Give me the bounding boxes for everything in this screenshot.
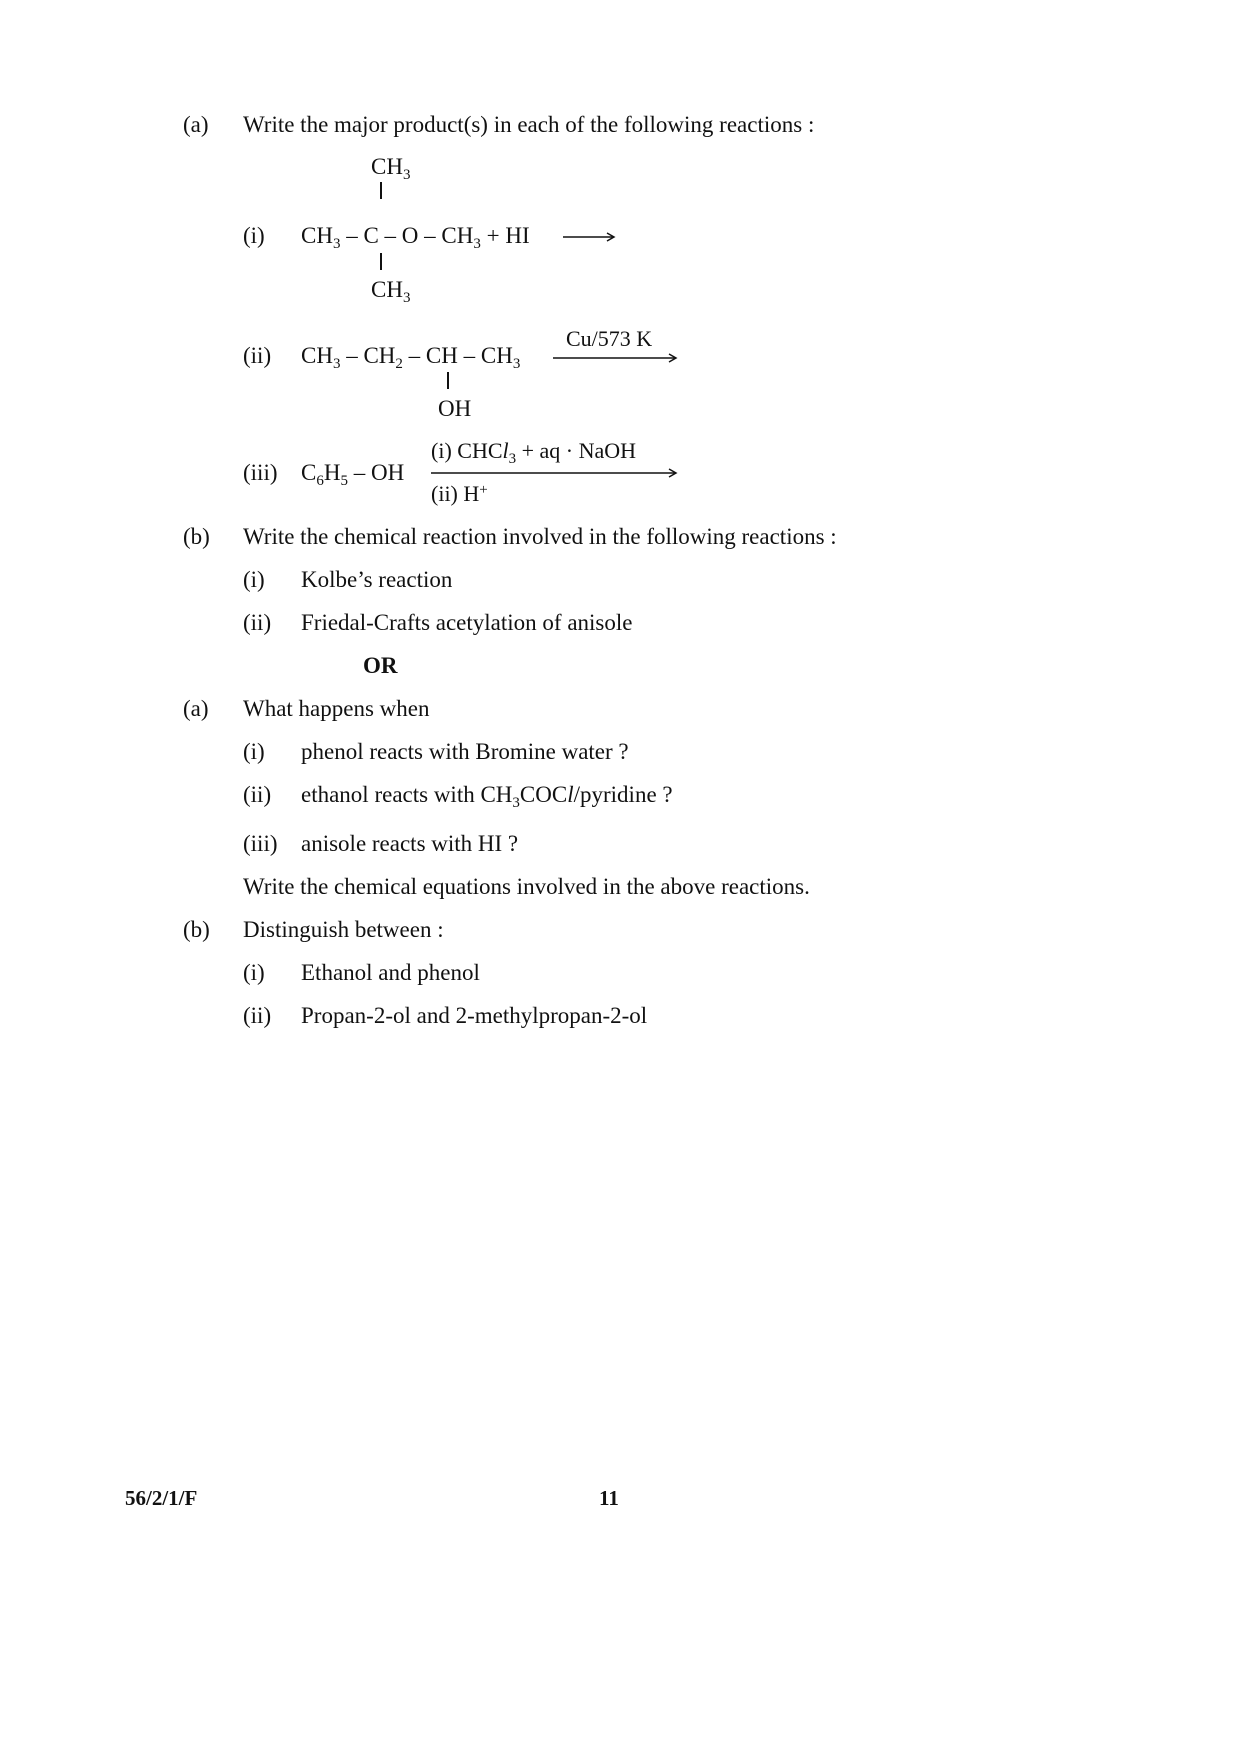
q-b-item-num: (ii) xyxy=(243,610,272,635)
alt-b-item-text: Propan-2-ol and 2-methylpropan-2-ol xyxy=(301,1003,648,1028)
r1-num: (i) xyxy=(243,223,265,248)
r3-num: (iii) xyxy=(243,460,278,485)
alt-a-item-num: (ii) xyxy=(243,782,272,807)
alt-a-item-num: (iii) xyxy=(243,831,278,856)
alt-b-item-num: (i) xyxy=(243,960,265,985)
alt-a-item-text: anisole reacts with HI ? xyxy=(301,831,519,856)
q-b-label: (b) xyxy=(183,524,210,549)
r2-oh: OH xyxy=(438,396,472,421)
page-number: 11 xyxy=(599,1486,619,1510)
r1-arrow xyxy=(563,231,617,243)
q-b-item-text: Friedal-Crafts acetylation of anisole xyxy=(301,610,633,635)
r3-arrow xyxy=(431,467,679,479)
r1-bottom-bond xyxy=(380,253,382,270)
alt-b-item-text: Ethanol and phenol xyxy=(301,960,480,985)
alt-a-text: What happens when xyxy=(243,696,430,721)
q-b-item-text: Kolbe’s reaction xyxy=(301,567,453,592)
alt-b-item-num: (ii) xyxy=(243,1003,272,1028)
q-a-label: (a) xyxy=(183,112,209,137)
alt-b-label: (b) xyxy=(183,917,210,942)
r1-equation: $CH_3$ – C – O – $CH_3$ + HI xyxy=(301,223,530,252)
r1-bottom-methyl: $CH_3$ xyxy=(371,277,411,306)
r2-arrow xyxy=(553,352,679,364)
alt-a-label: (a) xyxy=(183,696,209,721)
alt-b-text: Distinguish between : xyxy=(243,917,444,942)
r2-condition: Cu/573 K xyxy=(566,326,653,351)
r1-top-bond xyxy=(380,182,382,199)
r3-condition-1: (i) CHCl$_3$ + aq · NaOH xyxy=(431,438,637,467)
alt-a-item-text: ethanol reacts with $CH_3COCl$/pyridine ? xyxy=(301,782,673,811)
r1-top-methyl: $CH_3$ xyxy=(371,154,411,183)
r3-condition-2: (ii) H+ xyxy=(431,481,488,506)
q-b-item-num: (i) xyxy=(243,567,265,592)
q-a-text: Write the major product(s) in each of the following reactions : xyxy=(243,112,815,137)
q-b-text: Write the chemical reaction involved in the following reactions : xyxy=(243,524,837,549)
r3-reactant: $C_6H_5$ – OH xyxy=(301,460,405,489)
or-divider: OR xyxy=(363,653,398,678)
r2-equation: $CH_3 - CH_2$ – CH – $CH_3$ xyxy=(301,343,521,372)
r2-num: (ii) xyxy=(243,343,272,368)
alt-a-item-text: phenol reacts with Bromine water ? xyxy=(301,739,629,764)
alt-a-item-num: (i) xyxy=(243,739,265,764)
alt-a-note: Write the chemical equations involved in the above reactions. xyxy=(243,874,810,899)
paper-code: 56/2/1/F xyxy=(125,1486,198,1510)
r2-oh-bond xyxy=(447,372,449,389)
